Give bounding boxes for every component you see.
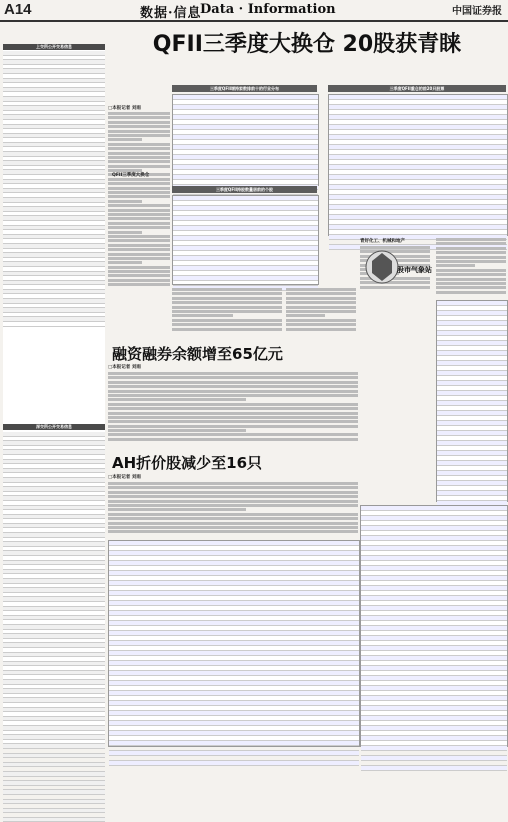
subhead-3: 青好化工、机械和地产 [360, 239, 405, 244]
text-line [436, 286, 506, 289]
text-line [108, 381, 358, 384]
text-line [172, 301, 282, 304]
text-line [108, 508, 246, 511]
text-line [172, 292, 282, 295]
text-line [108, 112, 170, 115]
text-line [108, 248, 170, 251]
table-row [361, 766, 507, 771]
text-line [108, 429, 246, 432]
text-line [286, 328, 356, 331]
text-line [108, 522, 358, 525]
chart-1-title: 三季度QFII增持家数排前十的行业分布 [172, 85, 317, 92]
text-line [108, 416, 358, 419]
text-line [286, 292, 356, 295]
text-line [108, 504, 358, 507]
bottom-right-table [360, 505, 508, 747]
table-row [3, 818, 105, 822]
text-line [108, 213, 170, 216]
left-table-1 [3, 51, 105, 271]
text-line [108, 239, 170, 242]
text-line [108, 403, 358, 406]
text-line [436, 242, 506, 245]
text-line [108, 270, 170, 273]
text-line [436, 260, 506, 263]
text-line [172, 306, 282, 309]
text-line [172, 288, 282, 291]
text-line [108, 143, 170, 146]
text-line [172, 314, 233, 317]
story-2-text [108, 482, 358, 534]
headline: QFII三季度大换仓 20股获青睐 [152, 32, 462, 57]
story-1-byline: □本报记者 刘雨 [108, 365, 141, 370]
text-line [108, 191, 170, 194]
text-line [436, 247, 506, 250]
article-text-5 [436, 238, 506, 298]
subhead-1: QFII三季度大换仓 [112, 173, 150, 178]
text-line [108, 200, 142, 203]
chart-3-table [172, 195, 319, 285]
text-line [436, 256, 506, 259]
text-line [286, 323, 356, 326]
chart-3-title: 三季度QFII持股数量居前的个股 [172, 186, 317, 193]
text-line [108, 495, 358, 498]
text-line [108, 398, 246, 401]
byline-1: □本报记者 刘雨 [108, 106, 141, 111]
text-line [108, 165, 170, 168]
text-line [172, 328, 282, 331]
text-line [286, 310, 356, 313]
text-line [108, 134, 170, 137]
text-line [436, 291, 506, 294]
left-table-2 [3, 432, 105, 742]
shield-icon [362, 247, 402, 287]
text-line [108, 125, 170, 128]
text-line [108, 235, 170, 238]
article-text-1 [108, 112, 170, 292]
text-line [172, 310, 282, 313]
newspaper-logo: 中国证券报 [452, 6, 502, 17]
text-line [436, 269, 506, 272]
text-line [108, 279, 170, 282]
text-line [108, 116, 170, 119]
text-line [108, 226, 170, 229]
text-line [286, 319, 356, 322]
text-line [108, 160, 170, 163]
text-line [172, 323, 282, 326]
left-panel-title-2: 深交所公开交易信息 [3, 424, 105, 430]
text-line [108, 530, 358, 533]
text-line [286, 297, 356, 300]
text-line [108, 147, 170, 150]
text-line [108, 121, 170, 124]
chart-2-title: 三季度QFII重仓的前20只股票 [328, 85, 506, 92]
text-line [108, 412, 358, 415]
bottom-tables [108, 540, 360, 747]
text-line [436, 238, 506, 241]
chart-1-table [172, 94, 319, 186]
left-panel-title-1: 上交所公开交易信息 [3, 44, 105, 50]
text-line [108, 257, 170, 260]
text-line [172, 297, 282, 300]
text-line [108, 394, 358, 397]
text-line [108, 407, 358, 410]
text-line [108, 261, 142, 264]
text-line [108, 130, 170, 133]
text-line [108, 253, 170, 256]
text-line [108, 274, 170, 277]
story-1-headline: 融资融券余额增至65亿元 [112, 345, 283, 363]
text-line [108, 433, 358, 436]
text-line [286, 301, 356, 304]
text-line [108, 283, 170, 286]
text-line [108, 178, 170, 181]
text-line [108, 266, 170, 269]
text-line [108, 222, 170, 225]
story-1-text [108, 372, 358, 444]
text-line [108, 187, 170, 190]
text-line [108, 491, 358, 494]
text-line [436, 273, 506, 276]
text-line [108, 517, 358, 520]
text-line [108, 385, 358, 388]
text-line [108, 376, 358, 379]
text-line [436, 282, 506, 285]
text-line [286, 306, 356, 309]
section-title: 数据·信息 [140, 6, 202, 21]
text-line [108, 513, 358, 516]
text-line [108, 244, 170, 247]
text-line [436, 264, 475, 267]
article-text-2 [172, 288, 282, 333]
section-title-en: Data · Information [200, 2, 336, 17]
text-line [108, 152, 170, 155]
text-line [108, 500, 358, 503]
text-line [108, 195, 170, 198]
text-line [108, 138, 142, 141]
text-line [108, 482, 358, 485]
text-line [172, 319, 282, 322]
text-line [436, 278, 506, 281]
table-row [109, 761, 359, 766]
text-line [108, 372, 358, 375]
text-line [108, 486, 358, 489]
story-2-headline: AH折价股减少至16只 [112, 454, 263, 472]
article-text-3 [286, 288, 356, 333]
text-line [108, 182, 170, 185]
text-line [108, 204, 170, 207]
text-line [108, 209, 170, 212]
text-line [286, 288, 356, 291]
page-header [0, 0, 508, 22]
brand-text: 股市气象站 [397, 266, 432, 274]
page-number: A14 [4, 1, 32, 18]
story-2-byline: □本报记者 刘雨 [108, 475, 141, 480]
text-line [108, 390, 358, 393]
text-line [108, 438, 358, 441]
text-line [108, 425, 358, 428]
text-line [108, 526, 358, 529]
text-line [436, 251, 506, 254]
right-table [436, 300, 508, 502]
text-line [108, 420, 358, 423]
text-line [108, 231, 142, 234]
left-column-tables [3, 44, 105, 748]
text-line [108, 217, 170, 220]
chart-2-table [328, 94, 508, 236]
table-row [3, 322, 105, 327]
text-line [286, 314, 325, 317]
text-line [108, 156, 170, 159]
